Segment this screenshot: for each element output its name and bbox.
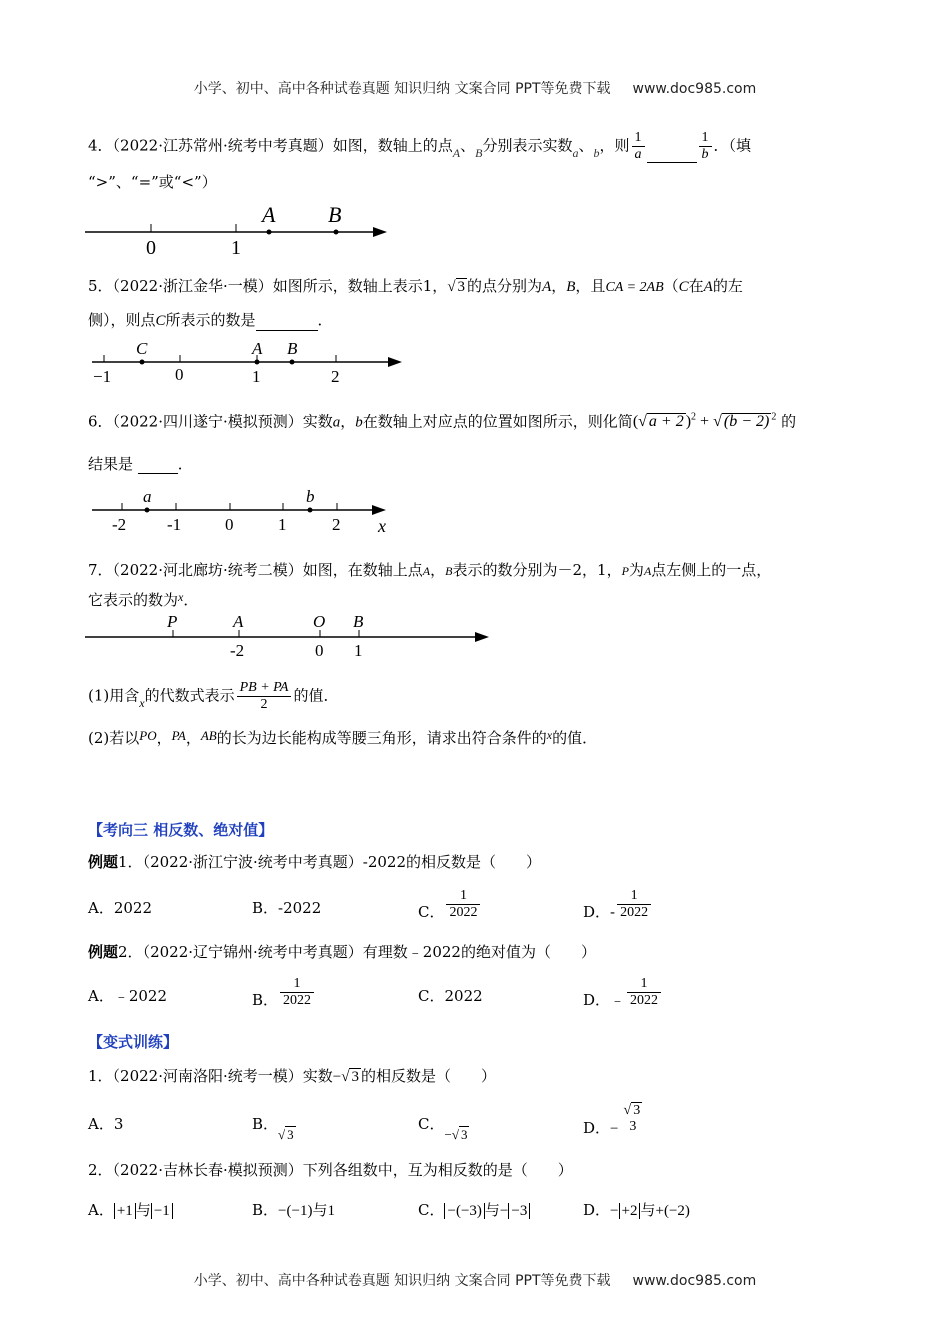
q5-point-a-label: A [252,339,263,358]
q5-point-a-dot [255,360,260,365]
ex1-source: （2022·浙江宁波·统考中考真题） [142,853,363,871]
q4-point-b: B [475,145,483,160]
q7-line2-text: 它表示的数为 [88,591,179,609]
q4-text3: ，则 [599,136,630,155]
q5-line1 [88,276,743,298]
ex2-source: （2022·辽宁锦州·统考中考真题） [142,943,363,961]
q7-text3: 为 [628,561,644,579]
q4-number-line [85,200,395,260]
example-1 [88,852,541,872]
q6-b: b [355,414,363,431]
q5-c2: C [155,313,166,329]
ex2-option-b[interactable]: B． $\frac{1}{2022}$ [252,976,316,1009]
q5-point-c-dot [140,360,145,365]
q6-text2: 在数轴上对应点的位置如图所示，则化简 [362,412,633,431]
q4-text1: 如图，数轴上的点 [332,136,453,155]
q6-line2: 结果是 [88,455,134,473]
q6-a: a [332,414,341,431]
q5-text3: ，且 [575,277,606,295]
q5-text6: 的左 [712,277,743,295]
ex1-option-a[interactable]: A．2022 [88,899,153,917]
q7-line1 [88,560,771,581]
d1-option-c[interactable]: C．−√ 3 [418,1115,468,1142]
q5-end: ． [317,311,333,329]
d1-option-d[interactable]: D．− √ 3 3 [583,1103,641,1137]
header-url[interactable]: www.doc985.com [632,81,757,97]
q5-comma: ， [551,277,567,295]
q7-p1c: 的值． [293,686,339,705]
q7-part2 [88,728,597,749]
q4-point-a-dot [267,230,272,235]
ex2-option-d[interactable]: D．﹣ $\frac{1}{2022}$ [583,976,663,1009]
q6-label-m2: -2 [112,515,127,534]
q4-line2: “>”、“=”或“<”） [88,173,217,191]
q5-a2: A [703,279,713,295]
q7-p1-x: x [139,695,145,710]
ex1-label: 例题 [88,853,119,871]
q5-source: （2022·浙江金华·一模） [112,277,273,295]
q5-text5: 在 [688,277,704,295]
d1-neg-sqrt3: −√ 3 [332,1069,359,1085]
q4-answer-blank[interactable] [647,162,697,163]
d2-option-b[interactable]: B．−(−1)与1 [252,1201,335,1219]
q5-answer-blank[interactable] [256,330,318,331]
q7-comma3: ， [185,729,201,747]
q5-text1: 如图所示，数轴上表示1， [272,277,448,295]
q7-arrow [475,632,489,642]
d1-text2: 的相反数是（ ） [360,1067,496,1085]
q7-source: （2022·河北廊坊·统考二模） [112,561,303,579]
q5-arrow [388,357,402,367]
d2-option-a[interactable]: A． +1 与 −1 [88,1200,173,1220]
q4-point-b-dot [334,230,339,235]
q6-label-1: 1 [278,515,287,534]
page-header [0,78,950,98]
q5-number: 5． [88,277,113,295]
q4-frac-1a: $\frac{1}{a}$ [632,130,645,163]
ex1-text: -2022的相反数是（ ） [362,853,542,871]
q5-number-line [88,336,408,388]
q7-p1a: (1)用含 [88,686,140,705]
q7-point-a-label: A [233,612,244,631]
q4-sep2: 、 [578,136,594,155]
q7-text2: 表示的数分别为－2，1， [452,561,622,579]
q6-line2 [88,454,193,474]
d2-option-c[interactable]: C． −(−3) 与− −3 [418,1200,530,1221]
q5-label-0: 0 [175,365,184,384]
q6-point-a-dot [145,508,150,513]
q5-b: B [566,279,576,295]
q6-axis-var: x [378,516,386,536]
q7-p2-x: x [546,728,553,742]
q4-sep: 、 [460,136,476,155]
q4-var-b: b [593,145,600,160]
q5-equation: CA = 2AB [605,280,664,295]
ex2-option-c[interactable]: C．2022 [418,987,483,1005]
q6-label-2: 2 [332,515,341,534]
ex2-text: 有理数﹣2022的绝对值为（ ） [362,943,596,961]
q7-text4: 点左侧上的一点， [651,561,772,579]
d2-source: （2022·吉林长春·模拟预测） [112,1161,303,1179]
q7-comma: ， [430,561,446,579]
q6-label-0: 0 [225,515,234,534]
q7-p1b: 的代数式表示 [144,686,235,705]
q7-number-line [85,610,495,662]
q7-label-1: 1 [354,641,363,660]
q6-source: （2022·四川遂宁·模拟预测） [112,412,303,431]
ex2-option-a[interactable]: A．﹣2022 [88,987,168,1005]
d1-number: 1． [88,1067,113,1085]
q7-a: A [422,564,431,578]
q7-line2 [88,590,198,611]
q6-sq2: 2 [771,412,777,423]
q6-line1 [88,408,796,432]
q4-point-a-label: A [262,202,276,227]
q7-part1 [88,680,338,713]
q6-number: 6． [88,412,113,431]
q7-p2b: 的长为边长能构成等腰三角形，请求出符合条件的 [216,729,547,747]
q4-label-1: 1 [231,237,241,259]
d1-text1: 实数 [302,1067,333,1085]
ex2-label: 例题 [88,943,119,961]
page-footer [0,1270,950,1290]
q4-point-a: A [452,145,461,160]
ex1-option-c[interactable]: C． $\frac{1}{2022}$ [418,888,482,921]
q5-point-b-dot [290,360,295,365]
d2-number: 2． [88,1161,113,1179]
q6-plus: + [700,413,710,431]
drill-title: 【变式训练】 [88,1033,179,1051]
q6-arrow [372,505,386,515]
q7-point-p-label: P [167,612,178,631]
q5-line2 [88,310,333,331]
q4-frac-1b: $\frac{1}{b}$ [699,130,712,163]
q4-text2: 分别表示实数 [482,136,573,155]
q7-p1-frac: $\frac{PB + PA}{2}$ [237,680,292,713]
q4-label-0: 0 [146,237,156,259]
footer-url[interactable]: www.doc985.com [632,1273,757,1289]
q7-label-0: 0 [315,641,324,660]
ex2-number: 2． [118,943,143,961]
q5-label-m1: −1 [93,367,112,386]
q5-line2b: 所表示的数是 [165,311,256,329]
q7-po: PO [139,728,157,743]
q4-text4: ．（填 [713,136,752,155]
q7-x: x [178,590,184,604]
q7-text1: 如图，在数轴上点 [302,561,423,579]
ex1-number: 1． [118,853,143,871]
q6-number-line [88,488,398,540]
q5-label-2: 2 [331,367,340,386]
q6-label-m1: -1 [167,515,182,534]
q7-label-m2: -2 [230,641,245,660]
q4-arrow [373,227,387,237]
q5-c: C [678,279,689,295]
q6-text1: 实数 [302,412,333,431]
q6-expression: (√ a + 2 )$^2$ + √ (b − 2) $^2$ [632,412,777,431]
q7-ab: AB [200,728,217,743]
q7-number: 7． [88,561,113,579]
q4-source: （2022·江苏常州·统考中考真题） [112,136,333,155]
example-2 [88,942,596,962]
header-text: 小学、初中、高中各种试卷真题 知识归纳 文案合同 PPT等免费下载 [193,81,611,97]
d1-source: （2022·河南洛阳·统考一模） [112,1067,303,1085]
q5-point-b-label: B [287,339,298,358]
footer-text: 小学、初中、高中各种试卷真题 知识归纳 文案合同 PPT等免费下载 [193,1273,611,1289]
drill-1 [88,1066,496,1087]
q7-p: P [621,564,629,578]
q4-point-b-label: B [328,202,342,227]
ex1-option-b[interactable]: B．-2022 [252,899,322,917]
d2-option-d[interactable]: D．− +2 与+(−2) [583,1201,690,1219]
q5-point-c-label: C [136,339,148,358]
q6-point-b-dot [308,508,313,513]
ex1-option-d[interactable]: D．- $\frac{1}{2022}$ [583,888,653,921]
d1-option-b[interactable]: B．√ 3 [252,1115,294,1142]
q7-b: B [445,564,453,578]
q5-text2: 的点分别为 [467,277,543,295]
q5-label-1: 1 [252,367,261,386]
q5-text4: （ [663,277,679,295]
q6-answer-blank[interactable] [138,473,178,474]
q6-comma: ， [340,412,356,431]
q7-pa: PA [171,728,186,743]
q7-comma2: ， [156,729,172,747]
q4-var-a: a [572,145,579,160]
q5-sqrt3: √ 3 [447,279,466,295]
q4-line1 [88,130,751,163]
q5-line2a: 侧），则点 [88,311,156,329]
q7-point-b-label: B [353,612,364,631]
q7-p2c: 的值． [552,729,598,747]
drill-2 [88,1160,573,1180]
q4-number: 4． [88,136,113,155]
q6-expr2: (b − 2) [723,413,770,431]
q6-point-a-label: a [143,488,152,506]
q6-expr1: a + 2 [648,413,684,431]
q6-sq1: 2 [691,412,697,423]
q5-a: A [542,279,552,295]
q7-a2: A [643,564,652,578]
q7-p2a: (2)若以 [88,729,140,747]
q7-end: ． [183,591,199,609]
d2-text: 下列各组数中，互为相反数的是（ ） [302,1161,573,1179]
section-title-3: 【考向三 相反数、绝对值】 [88,821,274,839]
q7-point-o-label: O [313,612,326,631]
q6-text3: 的 [781,412,797,431]
q6-end: ． [177,455,193,473]
q6-point-b-label: b [306,488,315,506]
d1-option-a[interactable]: A．3 [88,1115,124,1133]
